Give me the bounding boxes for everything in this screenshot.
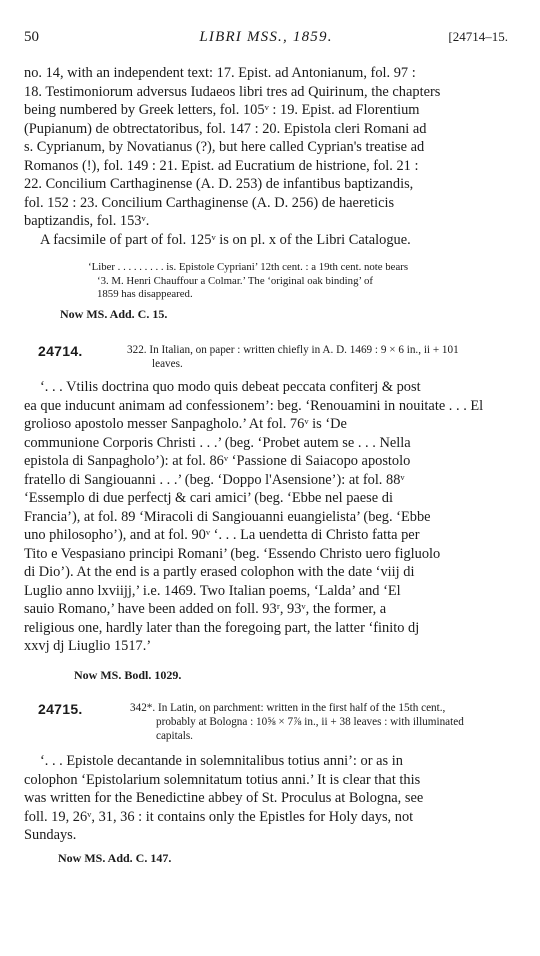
entry-number: 24714. [38, 343, 83, 359]
text-line: s. Cyprianum, by Novatianus (?), but here called Cyprian's treatise ad [24, 139, 425, 155]
entry-number: 24715. [38, 701, 83, 717]
text-line: foll. 19, 26ᵛ, 31, 36 : it contains only the Epistles for Holy days, not [24, 808, 414, 825]
text-line: fol. 152 : 23. Concilium Carthaginense (A. D. 256) de haereticis [24, 194, 395, 211]
facsimile-line: A facsimile of part of fol. 125ᵛ is on pl. x of the Libri Catalogue. [40, 231, 411, 248]
note-line: 1859 has disappeared. [97, 288, 193, 301]
text-line: communione Corporis Christi . . .’ (beg. ‘Probet autem se . . . Nella [24, 434, 411, 451]
text-line: fratello di Sangiouanni . . .’ (beg. ‘Doppo l'Asensione’): at fol. 88ᵛ [24, 471, 405, 488]
entry-description: 342*. In Latin, on parchment: written in the first half of the 15th cent., [130, 702, 446, 714]
shelfmark-add-c-15: Now MS. Add. C. 15. [60, 307, 168, 321]
text-line: ‘. . . Vtilis doctrina quo modo quis debeat peccata confiterj & post [40, 379, 421, 395]
paragraph-cyprian-contents [24, 64, 510, 249]
text-line: ‘Essemplo di due perfectj & cari amici’ (beg. ‘Ebbe nel paese di [24, 490, 393, 506]
text-line: 22. Concilium Carthaginense (A. D. 253) de infantibus baptizandis, [24, 176, 414, 192]
entry-description: leaves. [152, 358, 183, 370]
text-line: sauio Romano,’ have been added on foll. 93ʳ, 93ᵛ, the former, a [24, 601, 387, 617]
text-line: was written for the Benedictine abbey of St. Proculus at Bologna, see [24, 790, 424, 806]
note-line: ‘Liber . . . . . . . . . is. Epistole Cypriani’ 12th cent. : a 19th cent. note bears [88, 261, 409, 273]
text-line: Sundays. [24, 827, 77, 843]
text-line: colophon ‘Epistolarium solemnitatum totius anni.’ It is clear that this [24, 771, 421, 788]
paragraph-24715-contents [24, 752, 510, 845]
entry-24715 [38, 701, 508, 743]
entry-description: capitals. [156, 730, 193, 742]
text-line: Luglio anno lxviijj,’ i.e. 1469. Two Italian poems, ‘Lalda’ and ‘El [24, 582, 401, 599]
text-line: no. 14, with an independent text: 17. Epist. ad Antonianum, fol. 97 : [24, 65, 416, 81]
text-line: ‘. . . Epistole decantande in solemnitalibus totius anni’: or as in [40, 753, 403, 769]
text-line: baptizandis, fol. 153ᵛ. [24, 213, 150, 229]
footnote-liber [88, 261, 504, 302]
page-number: 50 [24, 29, 39, 45]
text-line: (Pupianum) de obtrectatoribus, fol. 147 : 20. Epistola cleri Romani ad [24, 120, 427, 137]
text-line: Romanos (!), fol. 149 : 21. Epist. ad Eucratium de histrione, fol. 21 : [24, 157, 419, 174]
paragraph-24714-contents [24, 378, 510, 656]
entry-description: probably at Bologna : 10⅝ × 7⅞ in., ii + 38 leaves : with illuminated [156, 716, 464, 728]
running-title: LIBRI MSS., 1859. [199, 29, 333, 45]
text-line: Francia’), at fol. 89 ‘Miracoli di Sangiouanni euangielista’ (beg. ‘Ebbe [24, 508, 431, 525]
text-line: uno philosopho’), and at fol. 90ᵛ ‘. . . La uendetta di Christo fatta per [24, 527, 420, 543]
text-line: ea que inducunt animam ad confessionem’: beg. ‘Renouamini in nouitate . . . El [24, 397, 484, 414]
shelfmark-bodl-1029: Now MS. Bodl. 1029. [74, 668, 182, 682]
shelfmark-add-c-147: Now MS. Add. C. 147. [58, 851, 172, 865]
text-line: Tito e Vespasiano principi Romani’ (beg. ‘Essendo Christo uero figluolo [24, 545, 441, 562]
text-line: grolioso apostolo messer Sanpagholo.’ At fol. 76ᵛ is ‘De [24, 416, 347, 432]
text-line: being numbered by Greek letters, fol. 105ᵛ : 19. Epist. ad Florentium [24, 102, 420, 118]
page-header [24, 29, 508, 51]
item-range: [24714–15. [448, 29, 508, 44]
text-line: religious one, hardly later than the foregoing part, the latter ‘finito dj [24, 619, 420, 636]
text-line: xxvj dj Liuglio 1517.’ [24, 638, 152, 654]
entry-24714 [38, 343, 508, 371]
text-line: 18. Testimoniorum adversus Iudaeos libri tres ad Quirinum, the chapters [24, 83, 441, 100]
text-line: epistola di Sanpagholo’): at fol. 86ᵛ ‘Passione di Saiacopo apostolo [24, 453, 411, 469]
note-line: ‘3. M. Henri Chauffour a Colmar.’ The ‘original oak binding’ of [97, 274, 373, 287]
entry-description: 322. In Italian, on paper : written chiefly in A. D. 1469 : 9 × 6 in., ii + 101 [127, 344, 459, 356]
text-line: di Dio’). At the end is a partly erased colophon with the date ‘viij di [24, 564, 415, 580]
